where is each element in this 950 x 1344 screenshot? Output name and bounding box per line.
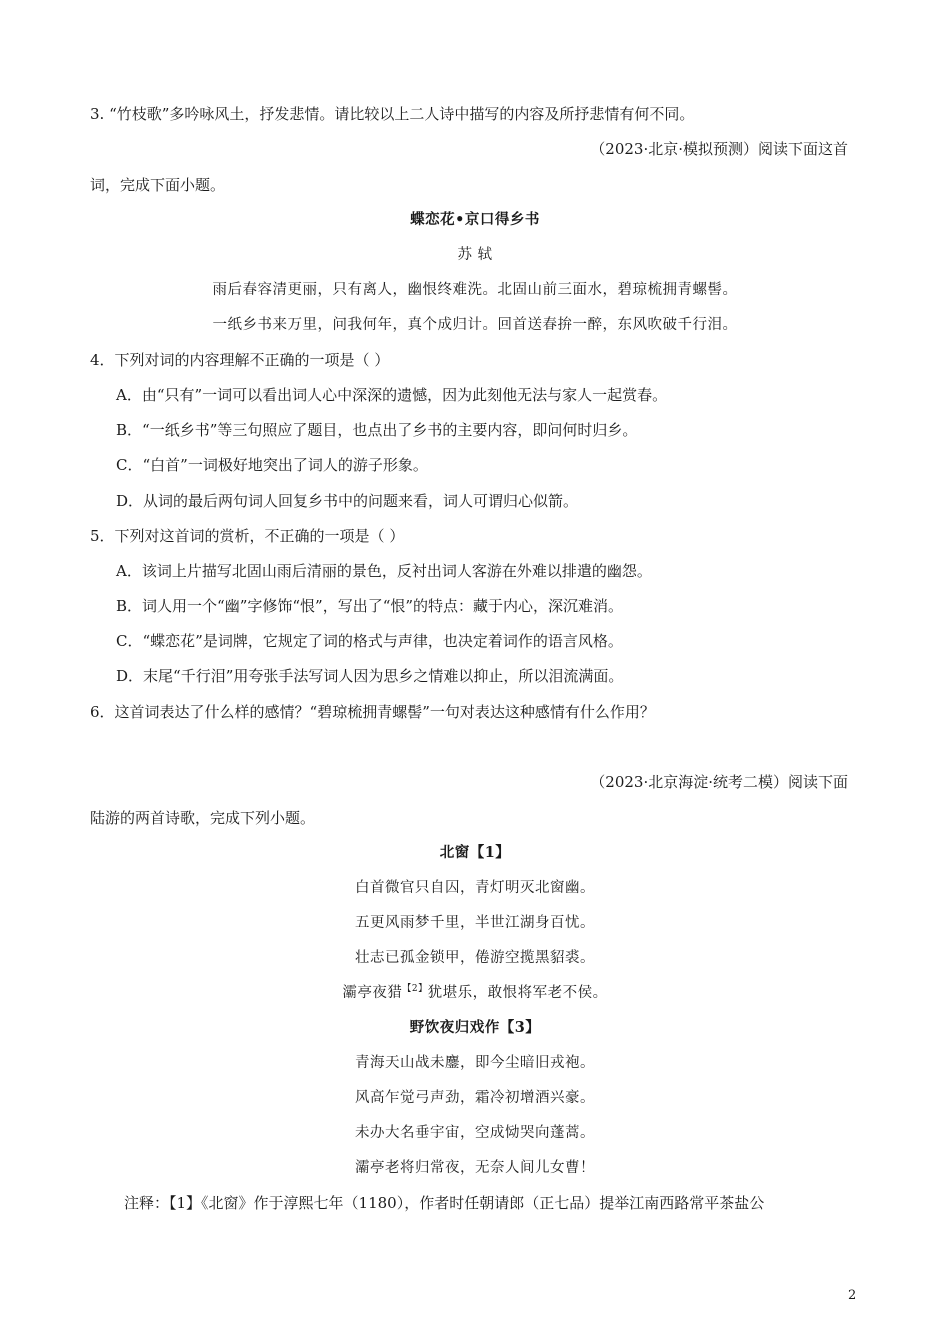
question-5-stem: 5．下列对这首词的赏析，不正确的一项是（ ） bbox=[90, 527, 405, 545]
poem-title-1: 蝶恋花•京口得乡书 bbox=[410, 211, 540, 228]
question-4-option-d: D．从词的最后两句词人回复乡书中的问题来看，词人可谓归心似箭。 bbox=[116, 492, 579, 510]
question-4-option-a: A．由“只有”一词可以看出词人心中深深的遗憾，因为此刻他无法与家人一起赏春。 bbox=[116, 386, 668, 404]
poem-line: 雨后春容清更丽，只有离人，幽恨终难洗。北固山前三面水，碧琼梳拥青螺髻。 bbox=[212, 282, 738, 298]
footnote-marker: 【2】 bbox=[402, 984, 428, 995]
poem-author-1: 苏 轼 bbox=[457, 247, 493, 263]
poem-line: 灞亭老将归常夜，无奈人间儿女曹！ bbox=[355, 1160, 595, 1176]
poem-line: 五更风雨梦千里，半世江湖身百忧。 bbox=[355, 915, 595, 931]
poem-line: 一纸乡书来万里，问我何年，真个成归计。回首送春拚一醉，东风吹破千行泪。 bbox=[212, 317, 738, 333]
question-4-option-b: B．“一纸乡书”等三句照应了题目，也点出了乡书的主要内容，即问何时归乡。 bbox=[116, 421, 638, 439]
question-6: 6．这首词表达了什么样的感情？“碧琼梳拥青螺髻”一句对表达这种感情有什么作用？ bbox=[90, 703, 655, 721]
poem-line: 壮志已孤金锁甲，倦游空揽黑貂裘。 bbox=[355, 950, 595, 966]
passage-source-1: （2023·北京·模拟预测）阅读下面这首 bbox=[590, 140, 848, 158]
poem-title-2: 北窗【1】 bbox=[439, 844, 511, 861]
question-4-option-c: C．“白首”一词极好地突出了词人的游子形象。 bbox=[116, 456, 428, 474]
passage-intro-1: 词，完成下面小题。 bbox=[90, 176, 226, 194]
poem-line: 风高乍觉弓声劲，霜冷初增酒兴豪。 bbox=[355, 1090, 595, 1106]
question-5-option-b: B．词人用一个“幽”字修饰“恨”，写出了“恨”的特点：藏于内心，深沉难消。 bbox=[116, 597, 624, 615]
question-5-option-a: A．该词上片描写北固山雨后清丽的景色，反衬出词人客游在外难以排遣的幽怨。 bbox=[116, 562, 652, 580]
question-4-stem: 4．下列对词的内容理解不正确的一项是（ ） bbox=[90, 351, 390, 369]
passage-intro-2: 陆游的两首诗歌，完成下列小题。 bbox=[90, 809, 316, 827]
poem-title-3: 野饮夜归戏作【3】 bbox=[409, 1019, 541, 1036]
poem-line: 白首微官只自囚，青灯明灭北窗幽。 bbox=[355, 880, 595, 896]
question-5-option-d: D．末尾“千行泪”用夸张手法写词人因为思乡之情难以抑止，所以泪流满面。 bbox=[116, 667, 624, 685]
page-number: 2 bbox=[848, 1288, 857, 1303]
question-5-option-c: C．“蝶恋花”是词牌，它规定了词的格式与声律，也决定着词作的语言风格。 bbox=[116, 632, 623, 650]
passage-source-2: （2023·北京海淀·统考二模）阅读下面 bbox=[590, 773, 848, 791]
footnotes: 注释：【1】《北窗》作于淳熙七年（1180），作者时任朝请郎（正七品）提举江南西路常平茶盐公 bbox=[124, 1194, 765, 1212]
poem-line: 未办大名垂宇宙，空成恸哭向蓬蒿。 bbox=[355, 1125, 595, 1141]
poem-line: 青海天山战未鏖，即今尘暗旧戎袍。 bbox=[355, 1055, 595, 1071]
poem-line-part: 灞亭夜猎 bbox=[342, 985, 403, 1001]
question-3: 3. “竹枝歌”多吟咏风土，抒发悲情。请比较以上二人诗中描写的内容及所抒悲情有何不同。 bbox=[90, 105, 695, 123]
poem-line-part: 犹堪乐，敢恨将军老不侯。 bbox=[427, 985, 608, 1001]
poem-line bbox=[0, 983, 950, 1003]
